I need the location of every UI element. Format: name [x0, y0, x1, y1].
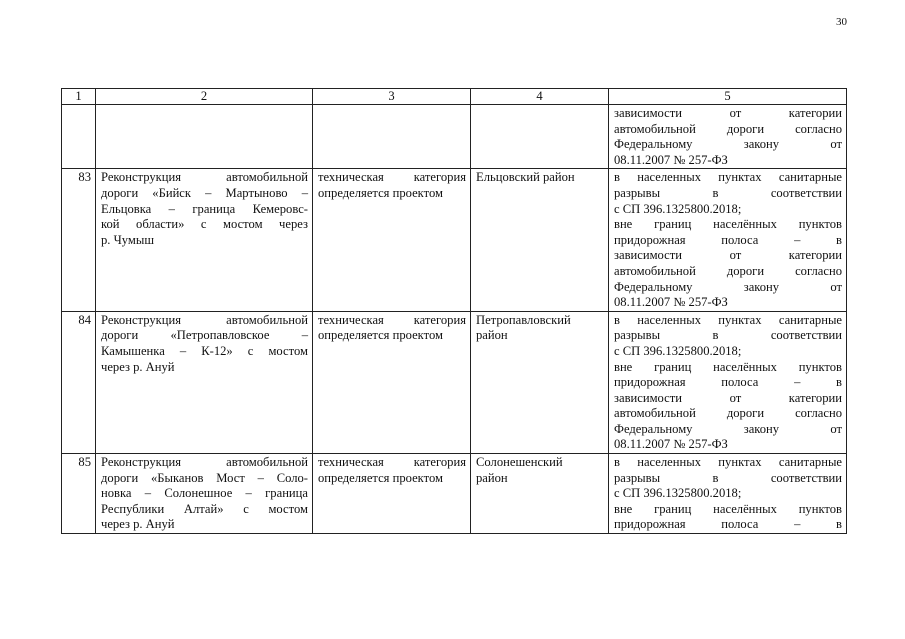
table-row	[62, 169, 847, 311]
zone-text-line: зависимости от категории	[614, 248, 842, 263]
zone-text-line: 08.11.2007 № 257-ФЗ	[614, 437, 728, 452]
district-line: Ельцовский район	[476, 170, 575, 185]
object-name-line: Республики Алтай» с мостом	[101, 501, 308, 516]
zone-text-line: автомобильной дороги согласно	[614, 121, 842, 136]
column-header-1: 1	[62, 89, 96, 105]
column-header-2: 2	[96, 89, 313, 105]
category-line: техническая категория	[318, 312, 466, 327]
zone-text-line: автомобильной дороги согласно	[614, 263, 842, 278]
zone-cell	[609, 311, 847, 453]
zone-text-line: разрывы в соответствии	[614, 185, 842, 200]
category-line: определяется проектом	[318, 470, 444, 485]
row-number: 83	[62, 169, 96, 311]
zone-text-line: разрывы в соответствии	[614, 470, 842, 485]
zone-text-line: Федеральному закону от	[614, 421, 842, 436]
continuation-object-cell	[96, 105, 313, 169]
zone-text-line: Федеральному закону от	[614, 137, 842, 152]
object-name-line: кой области» с мостом через	[101, 217, 308, 232]
object-name-line: новка – Солонешное – граница	[101, 486, 308, 501]
category-cell	[313, 454, 471, 534]
zone-text-line: зависимости от категории	[614, 390, 842, 405]
row-number: 84	[62, 311, 96, 453]
zone-text-line: придорожная полоса – в	[614, 375, 842, 390]
zone-text-line: с СП 396.1325800.2018;	[614, 343, 742, 358]
zone-text-line: придорожная полоса – в	[614, 232, 842, 247]
page-bottom-margin	[61, 577, 846, 639]
continuation-num-cell	[62, 105, 96, 169]
object-name-line: через р. Ануй	[101, 359, 175, 374]
zone-text-line: в населенных пунктах санитарные	[614, 312, 842, 327]
zone-text-line: вне границ населённых пунктов	[614, 217, 842, 232]
object-name-line: Реконструкция автомобильной	[101, 455, 308, 470]
zone-text-line: придорожная полоса – в	[614, 517, 842, 532]
column-header-5: 5	[609, 89, 847, 105]
continuation-category-cell	[313, 105, 471, 169]
continuation-zone-cell	[609, 105, 847, 169]
zone-text-line: 08.11.2007 № 257-ФЗ	[614, 295, 728, 310]
continuation-row	[62, 105, 847, 169]
object-name-line: дороги «Петропавловское –	[101, 328, 308, 343]
district-line: Петропавловский	[476, 312, 571, 327]
zone-text-line: зависимости от категории	[614, 106, 842, 120]
zone-text-line: автомобильной дороги согласно	[614, 406, 842, 421]
object-name-line: дороги «Бийск – Мартыново –	[101, 185, 308, 200]
district-cell	[471, 311, 609, 453]
zone-text-line: в населенных пунктах санитарные	[614, 170, 842, 185]
column-header-4: 4	[471, 89, 609, 105]
zone-text-line: с СП 396.1325800.2018;	[614, 201, 742, 216]
zone-cell	[609, 169, 847, 311]
zone-text-line: Федеральному закону от	[614, 279, 842, 294]
object-name-line: Реконструкция автомобильной	[101, 170, 308, 185]
page-number: 30	[836, 16, 847, 28]
zone-cell	[609, 454, 847, 534]
object-name-line: Реконструкция автомобильной	[101, 312, 308, 327]
object-name-cell	[96, 169, 313, 311]
object-name-line: р. Чумыш	[101, 232, 155, 247]
district-line: Солонешенский	[476, 455, 563, 470]
continuation-district-cell	[471, 105, 609, 169]
category-line: техническая категория	[318, 170, 466, 185]
zone-text-line: 08.11.2007 № 257-ФЗ	[614, 152, 728, 167]
zone-text-line: разрывы в соответствии	[614, 328, 842, 343]
object-name-line: Камышенка – К-12» с мостом	[101, 343, 308, 358]
district-line: район	[476, 470, 508, 485]
district-cell	[471, 169, 609, 311]
category-line: определяется проектом	[318, 328, 444, 343]
category-line: техническая категория	[318, 455, 466, 470]
category-cell	[313, 311, 471, 453]
object-name-line: через р. Ануй	[101, 517, 175, 532]
district-line: район	[476, 328, 508, 343]
district-cell	[471, 454, 609, 534]
zone-text-line: в населенных пунктах санитарные	[614, 455, 842, 470]
row-number: 85	[62, 454, 96, 534]
zone-text-line: вне границ населённых пунктов	[614, 359, 842, 374]
zone-text-line: вне границ населённых пунктов	[614, 501, 842, 516]
category-line: определяется проектом	[318, 185, 444, 200]
table-header-row	[62, 89, 847, 105]
table-row	[62, 454, 847, 534]
object-name-line: дороги «Быканов Мост – Соло-	[101, 470, 308, 485]
regulation-table	[61, 88, 847, 534]
category-cell	[313, 169, 471, 311]
object-name-line: Ельцовка – граница Кемеровс-	[101, 201, 308, 216]
zone-text-line: с СП 396.1325800.2018;	[614, 486, 742, 501]
object-name-cell	[96, 454, 313, 534]
column-header-3: 3	[313, 89, 471, 105]
table-row	[62, 311, 847, 453]
object-name-cell	[96, 311, 313, 453]
